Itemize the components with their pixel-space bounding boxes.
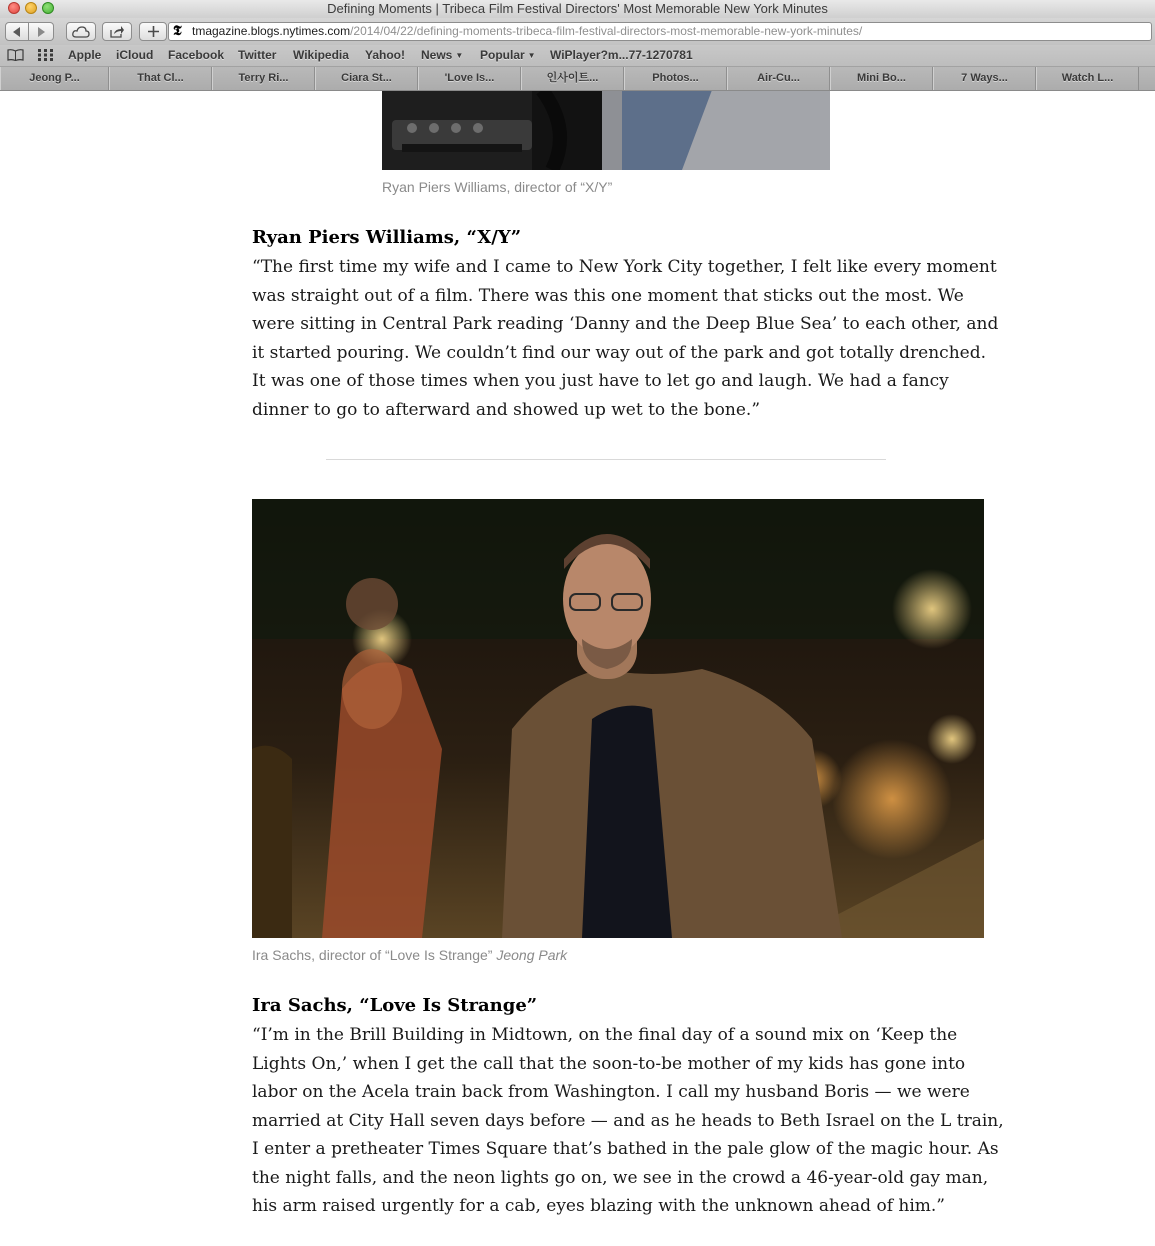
quote-line: “I’m in the Brill Building in Midtown, on the final day of a sound mix on ‘Keep the: [252, 1025, 958, 1045]
bookmark-icloud[interactable]: iCloud: [116, 48, 154, 62]
quote-line: “The first time my wife and I came to New York City together, I felt like every moment: [252, 257, 997, 277]
photo-caption-2: [252, 947, 567, 963]
icloud-tabs-button[interactable]: [66, 22, 96, 41]
share-icon: [109, 25, 125, 38]
tab-11[interactable]: Watch L...: [1036, 67, 1139, 90]
quote-line: dinner to go to afterward and showed up wet to the bone.”: [252, 399, 761, 420]
bookmark-folder-news-label: News: [421, 48, 453, 62]
bookmark-wiplayer[interactable]: WiPlayer?m...77-1270781: [550, 48, 693, 62]
plus-icon: [148, 26, 159, 37]
chevron-down-icon: ▼: [455, 51, 464, 60]
quote-line: labor on the Acela train back from Washington. I call my husband Boris — we were: [252, 1082, 970, 1102]
quote-line: I enter a pretheater Times Square that’s bathed in the pale glow of the magic hour. As: [252, 1139, 999, 1159]
address-bar[interactable]: [168, 22, 1152, 41]
quote-line: Lights On,’ when I get the call that the soon-to-be mother of my kids has gone into: [252, 1053, 966, 1074]
url-path: /2014/04/22/defining-moments-tribeca-film-festival-directors-most-memorable-new-york-minutes/: [350, 24, 863, 38]
tab-3[interactable]: Terry Ri...: [212, 67, 315, 90]
photo-caption-1: Ryan Piers Williams, director of “X/Y”: [382, 179, 613, 195]
entry-heading-2: Ira Sachs, “Love Is Strange”: [252, 995, 538, 1016]
back-button[interactable]: [5, 22, 29, 41]
tab-6[interactable]: 인사이트...: [521, 67, 624, 90]
bookmark-folder-popular-label: Popular: [480, 48, 525, 62]
url-text: [192, 23, 862, 40]
title-bar: [0, 0, 1155, 18]
tab-7[interactable]: Photos...: [624, 67, 727, 90]
night-street-photo-illustration: [252, 499, 984, 938]
tab-4[interactable]: Ciara St...: [315, 67, 418, 90]
tab-bar: [0, 67, 1155, 91]
photo-caption-2-text: Ira Sachs, director of “Love Is Strange”: [252, 947, 493, 963]
quote-line: married at City Hall seven days before — and as he heads to Beth Israel on the L train,: [252, 1110, 1004, 1131]
chevron-down-icon: ▼: [527, 51, 536, 60]
bookmarks-bar: [0, 45, 1155, 67]
nyt-favicon-icon: 𝕿: [173, 24, 182, 39]
entry-heading-1: Ryan Piers Williams, “X/Y”: [252, 227, 522, 248]
quote-line: his arm raised urgently for a cab, eyes blazing with the unknown ahead of him.”: [252, 1196, 945, 1216]
forward-button[interactable]: [29, 22, 54, 41]
quote-line: It was one of those times when you just have to let go and laugh. We had a fancy: [252, 371, 949, 391]
url-host: tmagazine.blogs.nytimes.com: [192, 24, 351, 38]
tab-1[interactable]: Jeong P...: [0, 67, 109, 90]
tab-2[interactable]: That Cl...: [109, 67, 212, 90]
top-sites-grid-icon[interactable]: [38, 49, 53, 61]
quote-line: the night falls, and the neon lights go on, we see in the crowd a 46-year-old gay man,: [252, 1167, 989, 1188]
tab-9[interactable]: Mini Bo...: [830, 67, 933, 90]
bookmark-folder-popular[interactable]: [480, 48, 536, 62]
quote-line: it started pouring. We couldn’t find our way out of the park and got totally drenched.: [252, 342, 986, 363]
tab-8[interactable]: Air-Cu...: [727, 67, 830, 90]
tab-5[interactable]: 'Love Is...: [418, 67, 521, 90]
new-tab-button[interactable]: [139, 22, 167, 41]
browser-toolbar: [0, 18, 1155, 45]
section-divider: [326, 459, 886, 460]
bookmark-wikipedia[interactable]: Wikipedia: [293, 48, 349, 62]
bookmark-yahoo[interactable]: Yahoo!: [365, 48, 406, 62]
photo-credit: Jeong Park: [496, 947, 568, 963]
camera-photo-illustration: [382, 91, 830, 170]
entry-quote-1: [252, 253, 999, 424]
window-title: Defining Moments | Tribeca Film Festival Directors' Most Memorable New York Minutes: [327, 1, 828, 16]
page-content: [0, 91, 1155, 1246]
bookmark-apple[interactable]: Apple: [68, 48, 102, 62]
photo-ira-sachs: [252, 499, 984, 938]
bookmark-folder-news[interactable]: [421, 48, 463, 62]
entry-quote-2: [252, 1021, 1004, 1221]
photo-ryan-piers-williams: [382, 91, 830, 170]
forward-arrow-icon: [37, 27, 45, 37]
bookmark-twitter[interactable]: Twitter: [238, 48, 277, 62]
bookmark-facebook[interactable]: Facebook: [168, 48, 225, 62]
quote-line: were sitting in Central Park reading ‘Danny and the Deep Blue Sea’ to each other, and: [252, 314, 999, 334]
reading-list-icon[interactable]: [7, 49, 24, 61]
share-button[interactable]: [102, 22, 132, 41]
back-arrow-icon: [13, 27, 21, 37]
quote-line: was straight out of a film. There was this one moment that sticks out the most. We: [252, 285, 964, 306]
cloud-icon: [72, 26, 90, 38]
tab-10[interactable]: 7 Ways...: [933, 67, 1036, 90]
